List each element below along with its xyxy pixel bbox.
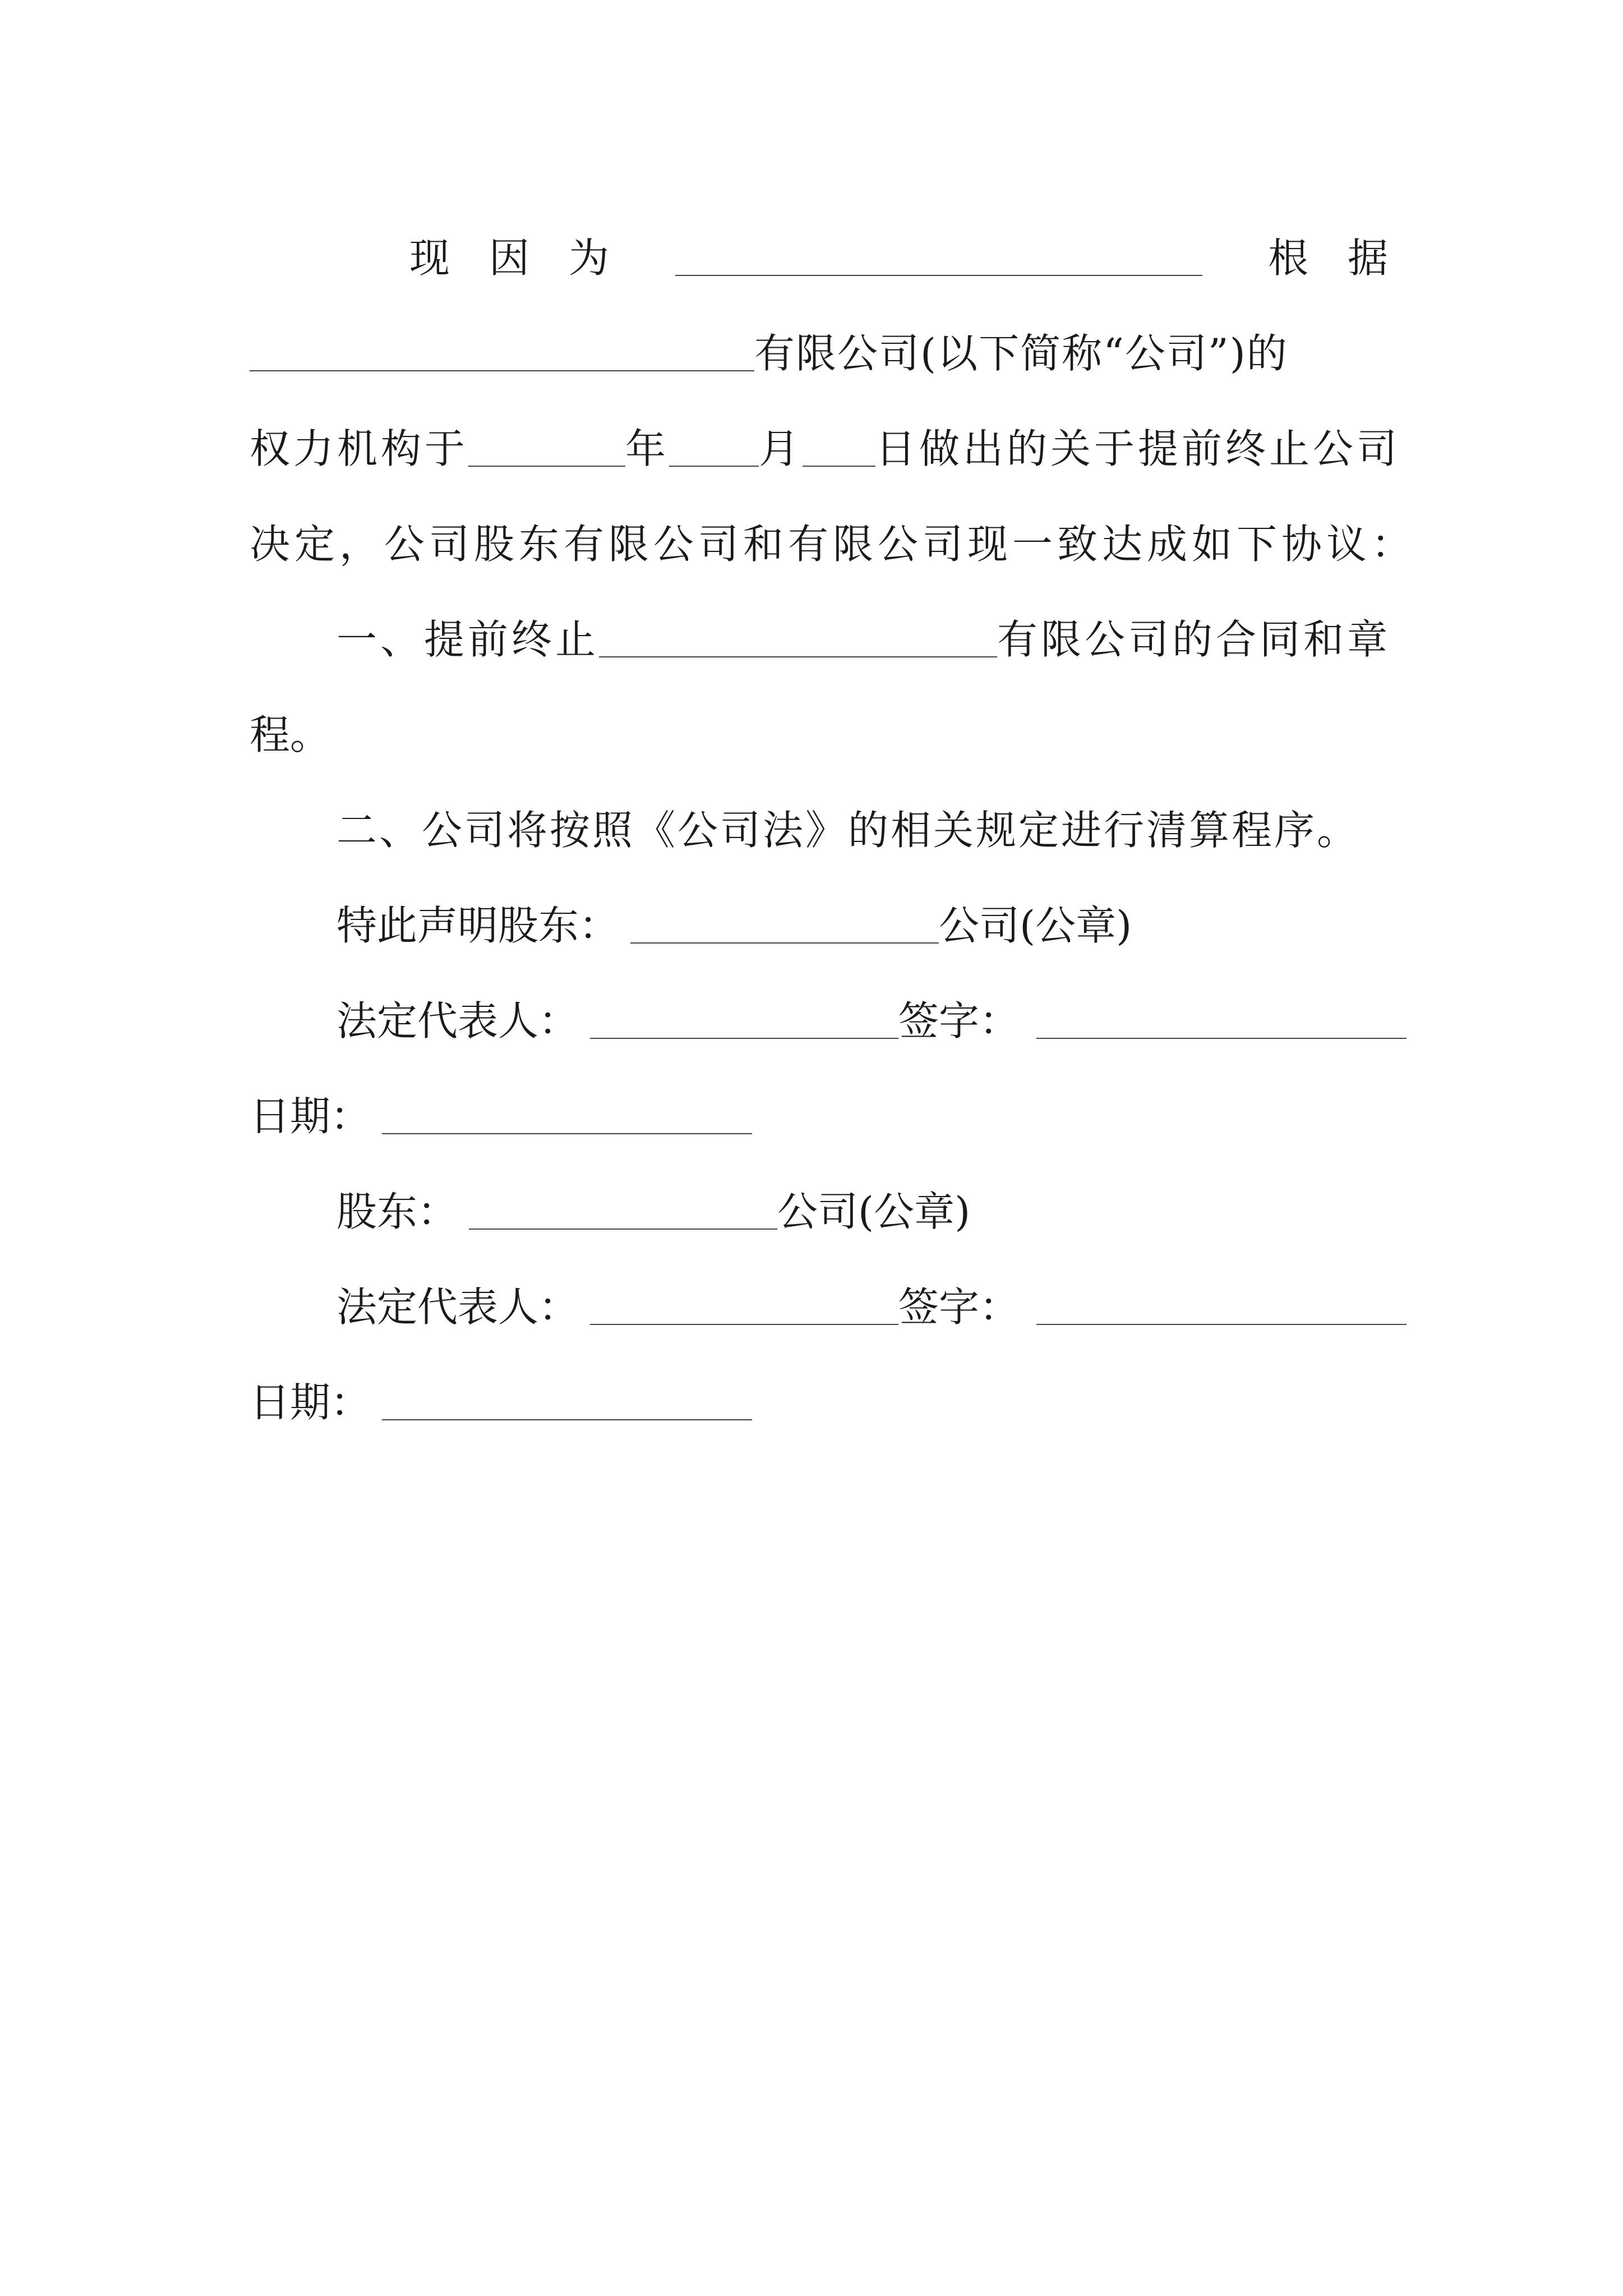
paragraph-line-2: 有限公司(以下简称“公司”)的: [250, 286, 1288, 381]
date-1-line: 日期：: [250, 1049, 752, 1144]
reason-label: 现 因 为: [409, 234, 610, 282]
paragraph-line-3: 权力机构于 年 月 日做出的关于提前终止公司: [250, 425, 1401, 472]
paragraph-line-4: 决定，公司股东有限公司和有限公司现一致达成如下协议：: [250, 521, 1417, 568]
shareholder-1-line: 特此声明股东： 公司(公章): [336, 902, 1132, 949]
day-blank[interactable]: [803, 466, 875, 467]
shareholder-1-blank[interactable]: [630, 942, 939, 944]
rep-2-line: 法定代表人： 签字：: [336, 1240, 1407, 1335]
item-1-line-1: 一、提前终止 有限公司的合同和章: [336, 616, 1391, 663]
item-1-line-2: 程。: [250, 711, 331, 758]
month-blank[interactable]: [669, 466, 759, 467]
year-blank[interactable]: [468, 466, 625, 467]
signature-1-blank[interactable]: [1036, 1038, 1407, 1039]
signature-2-blank[interactable]: [1036, 1324, 1407, 1325]
company-name-blank[interactable]: [250, 370, 754, 371]
basis-label: 根 据: [1267, 234, 1388, 282]
terminate-company-blank[interactable]: [599, 656, 997, 657]
rep-2-blank[interactable]: [590, 1324, 898, 1325]
date-2-blank[interactable]: [382, 1419, 752, 1420]
rep-1-line: 法定代表人： 签字：: [336, 954, 1407, 1049]
paragraph-line-1: [250, 191, 1388, 286]
rep-1-blank[interactable]: [590, 1038, 898, 1039]
item-2: 二、公司将按照《公司法》的相关规定进行清算程序。: [336, 807, 1360, 854]
date-1-blank[interactable]: [382, 1133, 752, 1134]
shareholder-2-blank[interactable]: [469, 1228, 777, 1230]
reason-blank[interactable]: [675, 275, 1202, 276]
date-2-line: 日期：: [250, 1335, 752, 1430]
shareholder-2-line: 股东： 公司(公章): [336, 1188, 971, 1235]
